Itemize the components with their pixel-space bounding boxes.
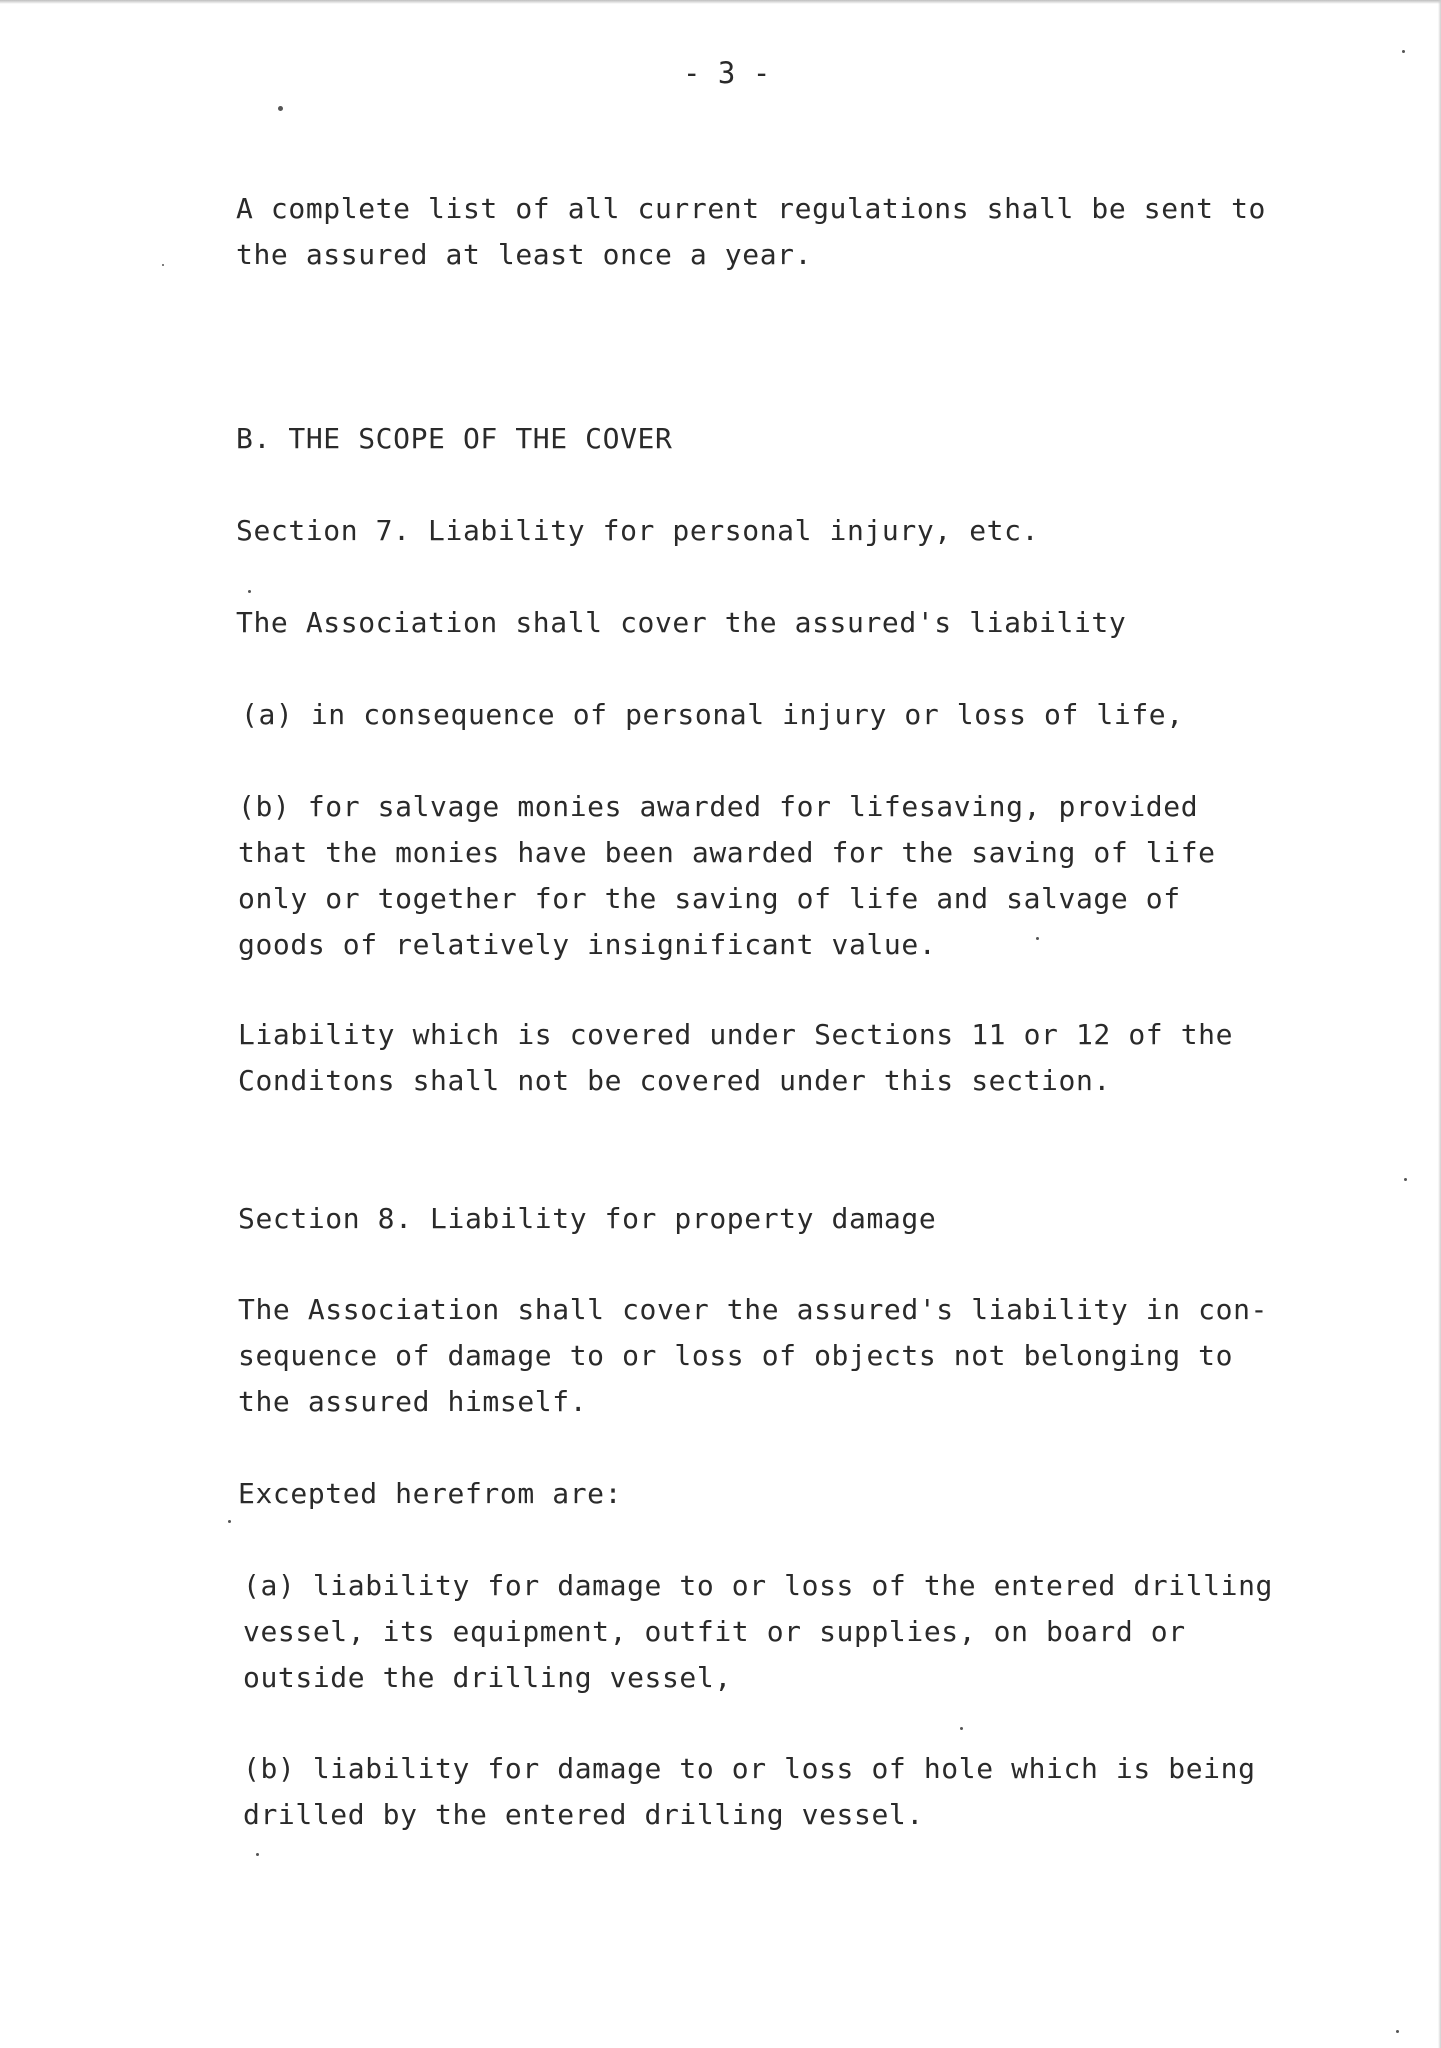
scan-speck xyxy=(248,590,251,593)
scan-speck xyxy=(228,1520,231,1523)
paragraph-line: A complete list of all current regulations shall be sent to xyxy=(236,192,1266,225)
list-item-line: goods of relatively insignificant value. xyxy=(238,928,937,961)
list-item-line: drilled by the entered drilling vessel. xyxy=(243,1798,924,1831)
paragraph-line: the assured himself. xyxy=(238,1385,588,1418)
paragraph-line: The Association shall cover the assured's liability in con- xyxy=(238,1293,1268,1326)
scan-speck xyxy=(1404,1178,1407,1181)
scan-speck xyxy=(960,1727,963,1730)
scan-speck xyxy=(1036,937,1039,940)
paragraph-line: sequence of damage to or loss of objects not belonging to xyxy=(238,1339,1234,1372)
list-item-line: that the monies have been awarded for the saving of life xyxy=(238,836,1216,869)
scan-top-edge xyxy=(0,0,1441,4)
paragraph-line: Excepted herefrom are: xyxy=(238,1477,623,1510)
list-item-line: (a) in consequence of personal injury or loss of life, xyxy=(241,698,1184,731)
list-item-line: (b) liability for damage to or loss of hole which is being xyxy=(243,1752,1256,1785)
scan-speck xyxy=(256,1853,259,1856)
list-item-line: (a) liability for damage to or loss of the entered drilling xyxy=(243,1569,1273,1602)
page-number: - 3 - xyxy=(683,56,771,90)
paragraph-line: the assured at least once a year. xyxy=(236,238,813,271)
scan-speck xyxy=(1396,2030,1399,2033)
section-title: Section 8. Liability for property damage xyxy=(238,1202,937,1235)
list-item-line: outside the drilling vessel, xyxy=(243,1661,732,1694)
list-item-line: vessel, its equipment, outfit or supplies, on board or xyxy=(243,1615,1186,1648)
paragraph-line: Liability which is covered under Sections 11 or 12 of the xyxy=(238,1018,1234,1051)
list-item-line: only or together for the saving of life and salvage of xyxy=(238,882,1181,915)
paragraph-line: Conditons shall not be covered under this section. xyxy=(238,1064,1111,1097)
section-heading: B. THE SCOPE OF THE COVER xyxy=(236,422,673,455)
scan-speck xyxy=(278,106,283,111)
section-title: Section 7. Liability for personal injury, etc. xyxy=(236,514,1040,547)
list-item-line: (b) for salvage monies awarded for lifesaving, provided xyxy=(238,790,1199,823)
paragraph-line: The Association shall cover the assured's liability xyxy=(236,606,1127,639)
scan-speck xyxy=(162,264,164,266)
scan-speck xyxy=(1402,50,1405,53)
